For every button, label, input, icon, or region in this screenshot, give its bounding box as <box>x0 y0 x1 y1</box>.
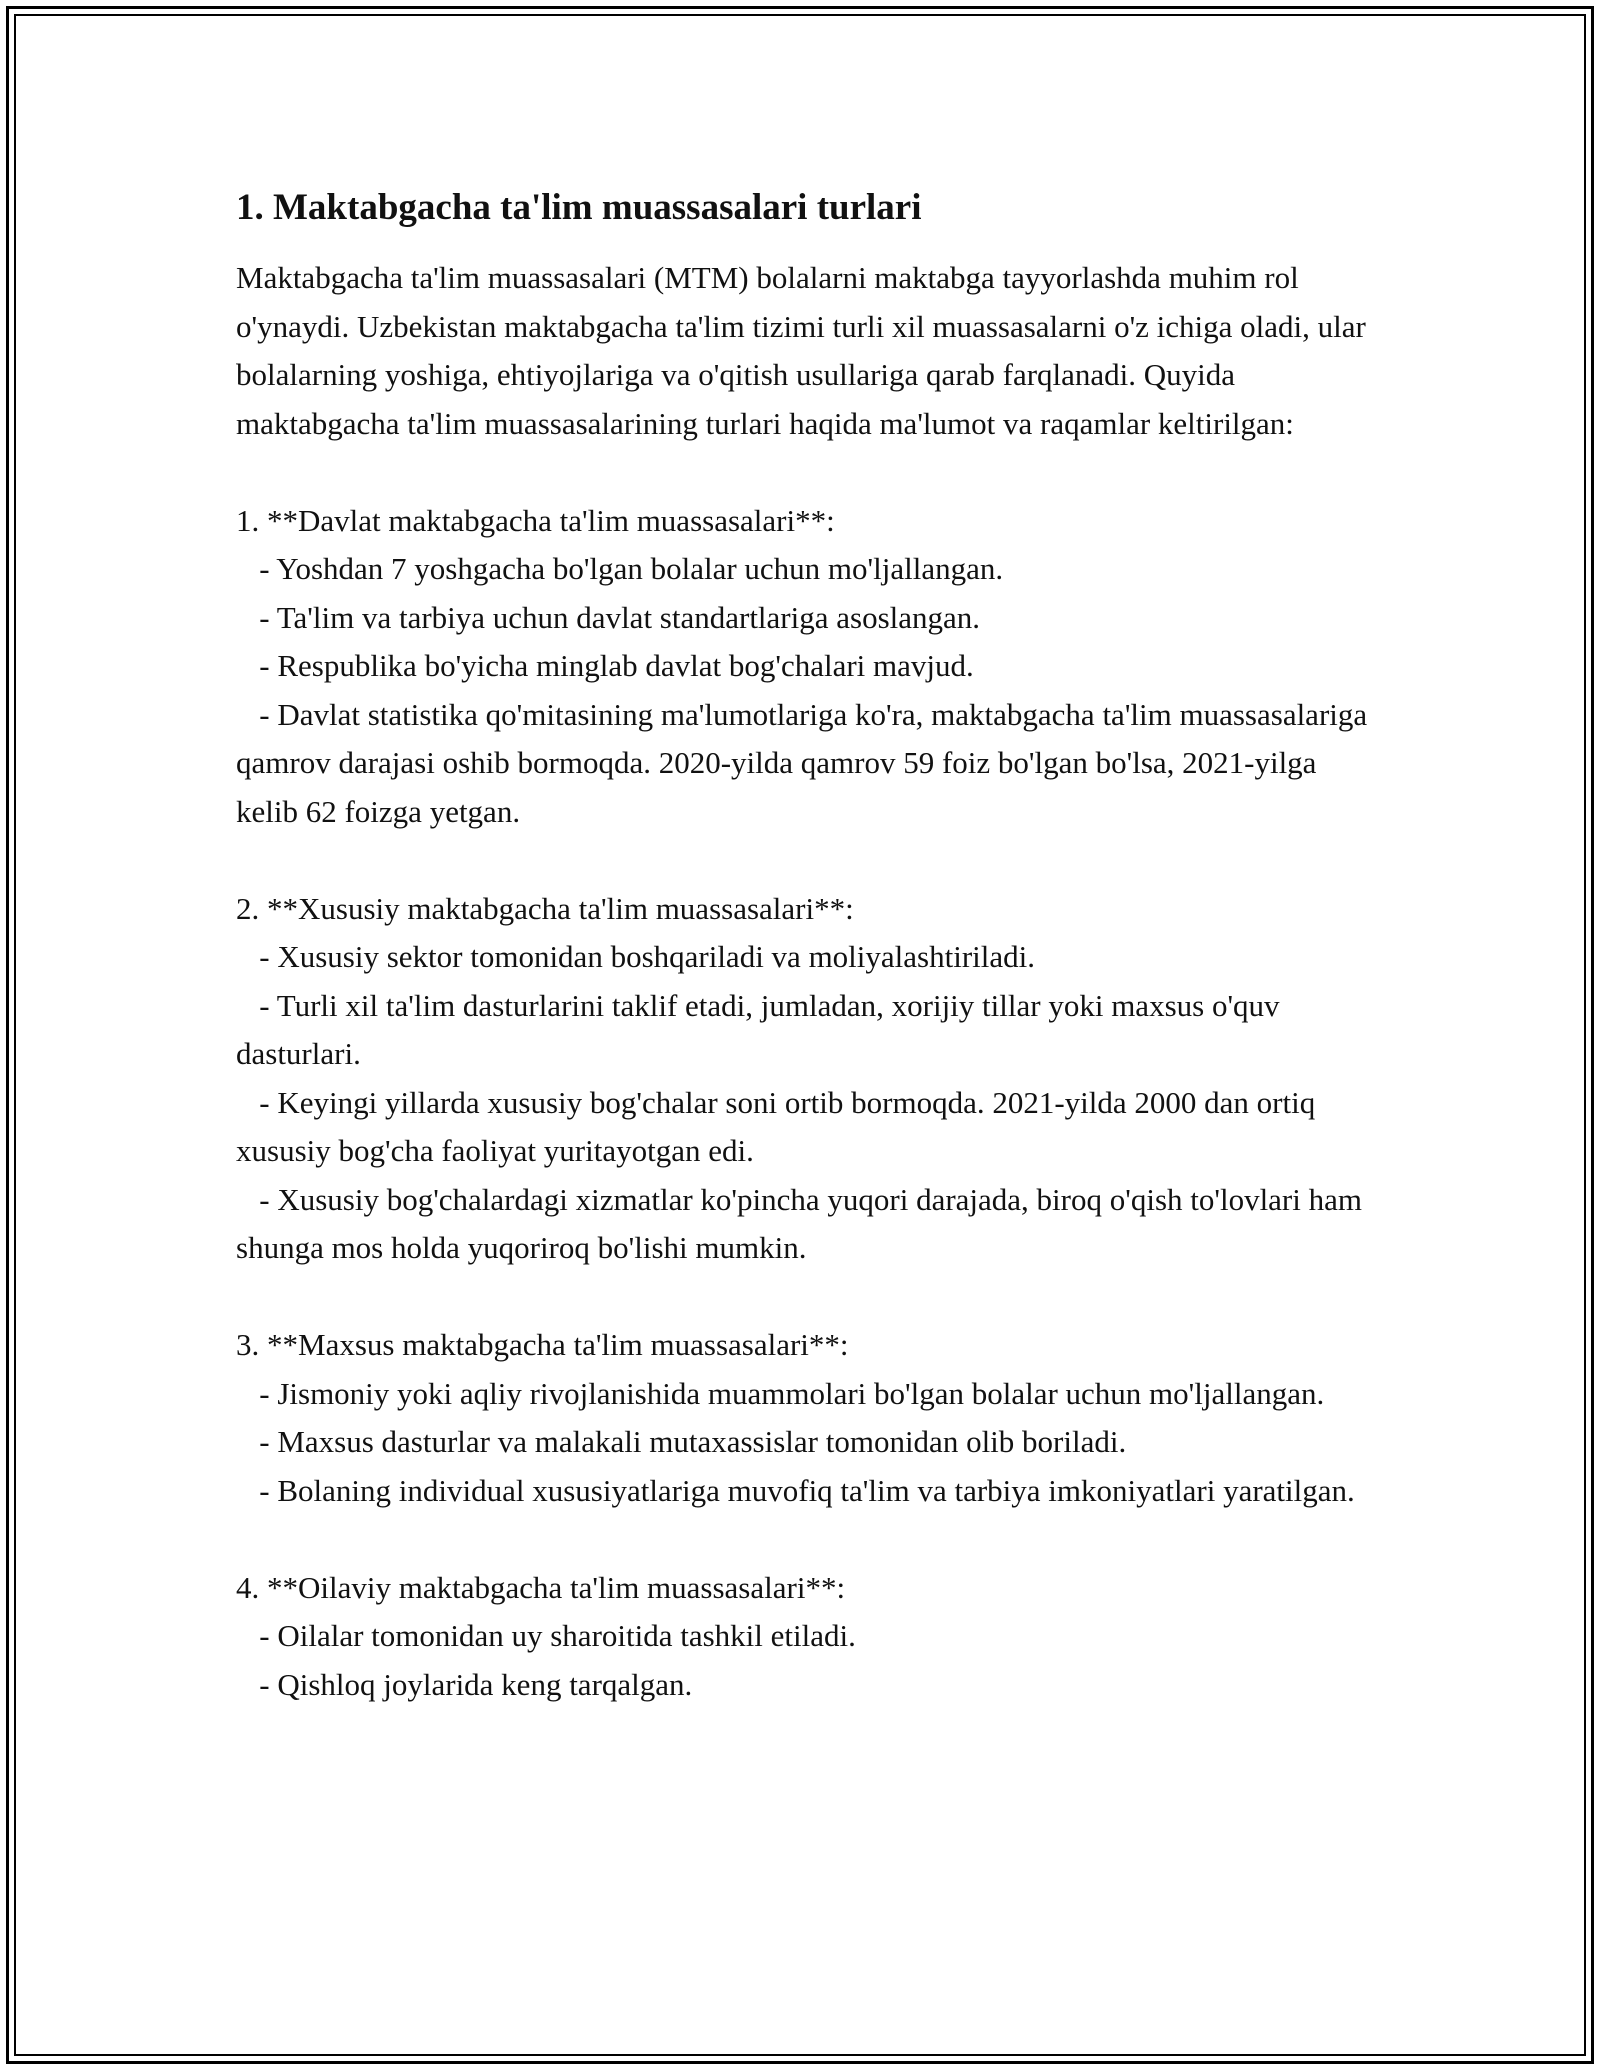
list-item: - Yoshdan 7 yoshgacha bo'lgan bolalar uchun mo'ljallangan. <box>236 545 1376 594</box>
section-xususiy <box>236 885 1376 1273</box>
list-item: - Xususiy bog'chalardagi xizmatlar ko'pincha yuqori darajada, biroq o'qish to'lovlari ham shunga mos holda yuqoriroq bo'lishi mumkin. <box>236 1176 1376 1273</box>
section-heading: 4. **Oilaviy maktabgacha ta'lim muassasalari**: <box>236 1569 846 1605</box>
list-item: - Bolaning individual xususiyatlariga muvofiq ta'lim va tarbiya imkoniyatlari yaratilgan. <box>236 1467 1376 1516</box>
list-item: - Davlat statistika qo'mitasining ma'lumotlariga ko'ra, maktabgacha ta'lim muassasalariga qamrov darajasi oshib bormoqda. 2020-yilda qamrov 59 foiz bo'lgan bo'lsa, 2021-yilga kelib 62 foizga yetgan. <box>236 691 1376 837</box>
document-body <box>236 184 1376 1709</box>
list-item: - Qishloq joylarida keng tarqalgan. <box>236 1661 1376 1710</box>
section-davlat <box>236 497 1376 837</box>
section-maxsus <box>236 1321 1376 1515</box>
intro-paragraph: Maktabgacha ta'lim muassasalari (MTM) bolalarni maktabga tayyorlashda muhim rol o'ynaydi. Uzbekistan maktabgacha ta'lim tizimi turli xil muassasalarni o'z ichiga oladi, ular bolalarning yoshiga, ehtiyojlariga va o'qitish usullariga qarab farqlanadi. Quyida maktabgacha ta'lim muassasalarining turlari haqida ma'lumot va raqamlar keltirilgan: <box>236 260 1366 441</box>
list-item: - Oilalar tomonidan uy sharoitida tashkil etiladi. <box>236 1612 1376 1661</box>
section-heading: 2. **Xususiy maktabgacha ta'lim muassasalari**: <box>236 890 854 926</box>
section-heading: 1. **Davlat maktabgacha ta'lim muassasalari**: <box>236 502 835 538</box>
section-heading: 3. **Maxsus maktabgacha ta'lim muassasalari**: <box>236 1327 849 1362</box>
document-title: 1. Maktabgacha ta'lim muassasalari turlari <box>236 187 922 228</box>
section-oilaviy <box>236 1564 1376 1710</box>
list-item: - Jismoniy yoki aqliy rivojlanishida muammolari bo'lgan bolalar uchun mo'ljallangan. <box>236 1370 1376 1419</box>
list-item: - Maxsus dasturlar va malakali mutaxassislar tomonidan olib boriladi. <box>236 1418 1376 1467</box>
list-item: - Ta'lim va tarbiya uchun davlat standartlariga asoslangan. <box>236 594 1376 643</box>
list-item: - Respublika bo'yicha minglab davlat bog'chalari mavjud. <box>236 642 1376 691</box>
list-item: - Xususiy sektor tomonidan boshqariladi va moliyalashtiriladi. <box>236 933 1376 982</box>
list-item: - Keyingi yillarda xususiy bog'chalar soni ortib bormoqda. 2021-yilda 2000 dan ortiq xususiy bog'cha faoliyat yuritayotgan edi. <box>236 1079 1376 1176</box>
list-item: - Turli xil ta'lim dasturlarini taklif etadi, jumladan, xorijiy tillar yoki maxsus o'quv dasturlari. <box>236 982 1376 1079</box>
